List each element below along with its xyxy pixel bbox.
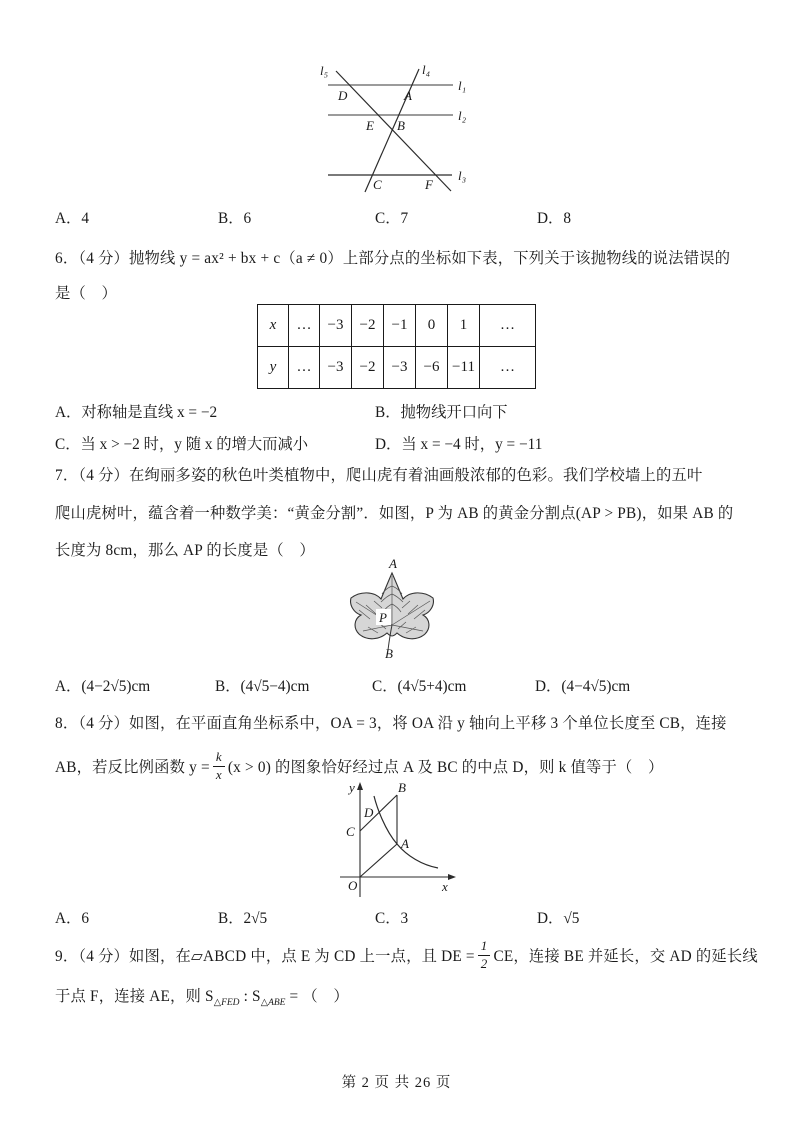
- q6-option-c: C．当 x > −2 时，y 随 x 的增大而减小: [55, 436, 309, 453]
- leaf-label-A: A: [389, 558, 397, 571]
- segment-OA: [360, 844, 397, 877]
- label-l1: l₁: [458, 78, 467, 93]
- y-axis-arrow: [357, 782, 363, 790]
- label-l4: l₄: [422, 62, 431, 77]
- q9-fraction-denominator: 2: [480, 955, 488, 971]
- q9-text-line1: [55, 933, 758, 977]
- q8-fraction-numerator: k: [213, 750, 225, 766]
- plane-label-D: D: [364, 805, 374, 820]
- q9-text-line2: [55, 984, 349, 1008]
- q6-text-line1: 6．（4 分）抛物线 y = ax² + bx + c（a ≠ 0）上部分点的坐标如下表，下列关于该抛物线的说法错误的: [55, 250, 731, 267]
- q6-table-row-y: [258, 347, 536, 389]
- q6-table: [257, 304, 536, 389]
- q6-cell: …: [289, 305, 320, 347]
- leaf-label-P: P: [379, 610, 387, 625]
- q8-option-c: C．3: [375, 910, 409, 927]
- q6-option-a: A．对称轴是直线 x = −2: [55, 404, 218, 421]
- q7-option-d: D．(4−4√5)cm: [535, 678, 631, 695]
- x-axis-arrow: [448, 874, 456, 880]
- q6-option-d: D．当 x = −4 时，y = −11: [375, 436, 543, 453]
- q9-sub-ABE: △ABE: [260, 998, 286, 1008]
- q8-fraction: [213, 750, 225, 782]
- page-footer: 第 2 页 共 26 页: [341, 1075, 452, 1091]
- q8-line2-post: (x > 0) 的图象恰好经过点 A 及 BC 的中点 D，则 k 值等于（ ）: [227, 759, 664, 776]
- q9-line2-part2: : S: [239, 988, 261, 1005]
- q5-option-b: B．6: [218, 210, 252, 227]
- q6-cell: −3: [320, 347, 352, 389]
- q6-cell: …: [480, 305, 536, 347]
- q6-cell: −1: [384, 305, 416, 347]
- q8-text-line1: 8．（4 分）如图，在平面直角坐标系中，OA = 3，将 OA 沿 y 轴向上平移 3 个单位长度至 CB，连接: [55, 715, 727, 732]
- label-l2: l₂: [458, 108, 467, 123]
- label-C: C: [373, 177, 382, 192]
- q6-cell: x: [258, 305, 289, 347]
- q9-line1-pre: 9．（4 分）如图，在▱ABCD 中，点 E 为 CD 上一点，且 DE =: [55, 948, 475, 965]
- q7-option-b: B．(4√5−4)cm: [215, 678, 310, 695]
- leaf-figure: [340, 558, 465, 660]
- plane-label-x: x: [442, 879, 448, 894]
- plane-label-O: O: [348, 878, 358, 893]
- q9-line2-part1: 于点 F，连接 AE，则 S: [55, 988, 214, 1005]
- q6-cell: 1: [448, 305, 480, 347]
- q8-option-a: A．6: [55, 910, 89, 927]
- q6-cell: −6: [416, 347, 448, 389]
- q7-text-line3: 长度为 8cm，那么 AP 的长度是（ ）: [55, 542, 315, 559]
- q9-line1-post: CE，连接 BE 并延长，交 AD 的延长线: [493, 948, 758, 965]
- q8-fraction-denominator: x: [215, 766, 222, 782]
- q6-cell: −2: [352, 305, 384, 347]
- q6-cell: y: [258, 347, 289, 389]
- leaf-label-B: B: [385, 646, 393, 660]
- q6-cell: …: [289, 347, 320, 389]
- q5-option-a: A．4: [55, 210, 89, 227]
- q7-text-line1: 7．（4 分）在绚丽多姿的秋色叶类植物中，爬山虎有着油画般浓郁的色彩。我们学校墙上的五叶: [55, 467, 703, 484]
- plane-label-B: B: [398, 780, 406, 795]
- q8-option-b: B．2√5: [218, 910, 268, 927]
- q6-cell: 0: [416, 305, 448, 347]
- plane-label-C: C: [346, 824, 355, 839]
- q6-cell: −11: [448, 347, 480, 389]
- q6-option-b: B．抛物线开口向下: [375, 404, 508, 421]
- q5-option-d: D．8: [537, 210, 571, 227]
- q6-table-row-x: [258, 305, 536, 347]
- q6-cell: −3: [384, 347, 416, 389]
- label-l5: l₅: [320, 63, 329, 78]
- line-l5: [336, 71, 451, 191]
- q7-option-a: A．(4−2√5)cm: [55, 678, 151, 695]
- label-D: D: [338, 88, 348, 103]
- q8-line2-pre: AB，若反比例函数 y =: [55, 759, 210, 776]
- q6-cell: −2: [352, 347, 384, 389]
- label-E: E: [366, 118, 374, 133]
- parallel-lines-figure: [300, 55, 480, 200]
- plane-label-A: A: [401, 836, 409, 851]
- q6-cell: …: [480, 347, 536, 389]
- q7-text-line2: 爬山虎树叶，蕴含着一种数学美：“黄金分割”．如图，P 为 AB 的黄金分割点(AP > PB)，如果 AB 的: [55, 505, 734, 522]
- label-l3: l₃: [458, 168, 467, 183]
- q7-option-c: C．(4√5+4)cm: [372, 678, 467, 695]
- hyperbola-curve: [374, 796, 438, 868]
- q9-sub-FED: △FED: [213, 998, 240, 1008]
- label-A: A: [404, 88, 412, 103]
- plane-label-y: y: [349, 780, 355, 795]
- coordinate-plane-figure: [332, 778, 482, 900]
- q9-fraction-numerator: 1: [478, 939, 491, 955]
- q8-option-d: D．√5: [537, 910, 580, 927]
- label-F: F: [425, 177, 433, 192]
- q6-text-line2: 是（ ）: [55, 285, 117, 302]
- q5-option-c: C．7: [375, 210, 409, 227]
- q6-cell: −3: [320, 305, 352, 347]
- q9-line2-part3: = （ ）: [285, 988, 349, 1005]
- label-B: B: [397, 118, 405, 133]
- q9-fraction: [478, 939, 491, 971]
